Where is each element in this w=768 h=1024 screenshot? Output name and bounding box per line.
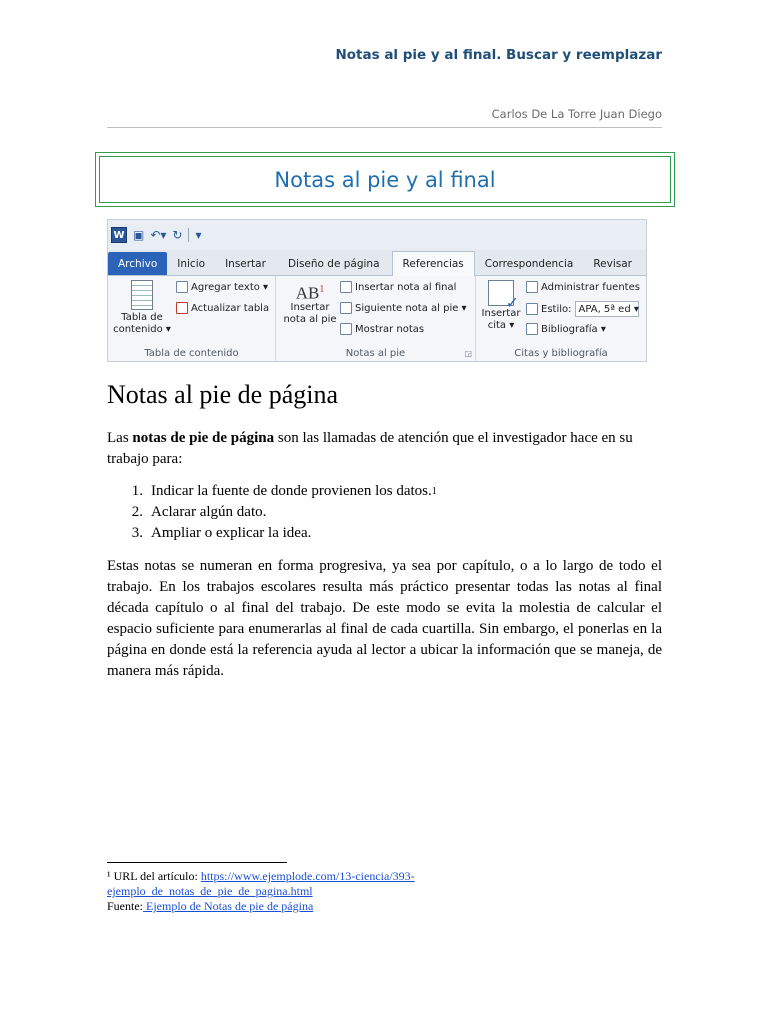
header-title: Notas al pie y al final. Buscar y reemplazar (335, 47, 662, 63)
tab-diseno-pagina[interactable]: Diseño de página (287, 258, 380, 270)
group-label-footnotes: Notas al pie (345, 348, 406, 359)
toc-button-label-2: contenido ▾ (113, 324, 171, 335)
toc-button-label-1: Tabla de (121, 312, 163, 323)
footnote-icon-text: AB (295, 283, 320, 303)
table-of-contents-button[interactable] (112, 280, 172, 336)
intro-text-end: son las llamadas de atención que el investigador hace en su trabajo para: (107, 430, 633, 467)
list-number: 1. (131, 483, 143, 499)
manage-sources-button[interactable] (526, 281, 640, 293)
undo-icon[interactable]: ↶▾ (150, 228, 167, 242)
list-item (107, 502, 437, 523)
next-footnote-button[interactable] (340, 302, 467, 314)
insert-footnote-label-1: Insertar (290, 301, 330, 313)
section-title: Notas al pie y al final (274, 167, 496, 192)
ribbon-tabs (108, 250, 646, 276)
list-number: 2. (131, 504, 143, 520)
tab-revisar[interactable]: Revisar (593, 258, 632, 270)
update-table-icon (176, 302, 188, 314)
tab-correspondencia[interactable]: Correspondencia (484, 258, 574, 270)
dialog-launcher-icon[interactable]: ◲ (464, 349, 472, 358)
insert-endnote-icon (340, 281, 352, 293)
footnote-reference[interactable]: 1 (431, 486, 437, 497)
header-author: Carlos De La Torre Juan Diego (491, 107, 662, 121)
footnote (107, 869, 447, 914)
footnote-marker: ¹ (107, 869, 111, 883)
group-label-toc: Tabla de contenido (144, 348, 239, 359)
group-label-citations: Citas y bibliografía (514, 348, 608, 359)
list-text: Indicar la fuente de donde provienen los datos. (151, 483, 432, 499)
footnote-ab-icon (280, 283, 340, 303)
footnote-source-line (107, 899, 447, 914)
save-icon[interactable]: ▣ (133, 228, 145, 242)
style-label: Estilo: (541, 303, 572, 315)
footnote-url-link[interactable]: https://www.ejemplode.com/13-ciencia/393- (200, 869, 415, 883)
ribbon-groups (108, 276, 646, 361)
insert-endnote-button[interactable] (340, 281, 456, 293)
intro-bold-term: notas de pie de página (132, 430, 275, 446)
style-dropdown[interactable]: APA, 5ª ed ▾ (575, 301, 639, 317)
insert-citation-label-1: Insertar (481, 308, 521, 319)
next-footnote-icon (340, 302, 352, 314)
list-item (107, 523, 437, 544)
quick-access-toolbar (108, 220, 646, 250)
intro-text-start: Las (107, 430, 133, 446)
footnote-url-label: URL del artículo: (110, 869, 201, 883)
bibliography-label: Bibliografía ▾ (541, 323, 606, 335)
show-notes-icon (340, 323, 352, 335)
footnote-source-link[interactable]: Ejemplo de Notas de pie de página (143, 899, 314, 913)
add-text-icon (176, 281, 188, 293)
footnote-url-line (107, 869, 447, 884)
tab-inicio[interactable]: Inicio (177, 258, 206, 270)
title-box-inner (99, 156, 671, 203)
insert-footnote-button[interactable] (280, 284, 340, 326)
style-icon (526, 303, 538, 315)
tab-referencias[interactable]: Referencias (392, 251, 475, 276)
add-text-button[interactable] (176, 281, 268, 293)
list-item (107, 481, 437, 502)
style-control (526, 301, 639, 317)
footnote-url-line-2 (107, 884, 447, 899)
group-citations (476, 276, 646, 361)
insert-citation-icon (488, 280, 514, 306)
redo-icon[interactable]: ↻ (172, 228, 183, 242)
show-notes-label: Mostrar notas (355, 323, 425, 335)
body-paragraph: Estas notas se numeran en forma progresiva, ya sea por capítulo, o a lo largo de todo el trabajo. En los trabajos escolares resulta más práctico presentar todas las notas al final década capítulo o al final del trabajo. De este modo se evita la molestia de calcular el espacio suficiente para enumerarlas al final de cada cuartilla. Sin embargo, el ponerlas en la página en donde está la referencia ayuda al lector a ubicar la información que se maneja, de manera más rápida. (107, 558, 662, 679)
update-table-button[interactable] (176, 302, 269, 314)
group-footnotes (276, 276, 476, 361)
footnote-icon-sup: 1 (319, 284, 325, 295)
list-number: 3. (131, 525, 143, 541)
bibliography-button[interactable] (526, 323, 606, 335)
insert-citation-button[interactable] (478, 280, 524, 332)
intro-paragraph (107, 428, 662, 470)
group-table-of-contents (108, 276, 276, 361)
list-text: Ampliar o explicar la idea. (151, 525, 312, 541)
toolbar-separator (188, 228, 189, 242)
update-table-label: Actualizar tabla (191, 302, 270, 314)
header-divider (107, 127, 662, 128)
show-notes-button[interactable] (340, 323, 424, 335)
bibliography-icon (526, 323, 538, 335)
title-box (95, 152, 675, 207)
table-of-contents-icon (131, 280, 153, 310)
word-app-icon[interactable]: W (111, 227, 127, 243)
tab-archivo[interactable]: Archivo (108, 252, 167, 275)
manage-sources-label: Administrar fuentes (541, 281, 640, 293)
word-ribbon (107, 219, 647, 362)
footnote-separator (107, 862, 287, 863)
purpose-list (107, 481, 437, 544)
list-text: Aclarar algún dato. (151, 504, 267, 520)
page-heading: Notas al pie de página (107, 380, 339, 409)
insert-footnote-label-2: nota al pie (283, 313, 337, 325)
tab-insertar[interactable]: Insertar (225, 258, 266, 270)
next-footnote-label: Siguiente nota al pie ▾ (355, 302, 467, 314)
insert-endnote-label: Insertar nota al final (355, 281, 457, 293)
footnote-source-label: Fuente: (107, 899, 143, 913)
add-text-label: Agregar texto ▾ (191, 281, 269, 293)
manage-sources-icon (526, 281, 538, 293)
insert-citation-label-2: cita ▾ (487, 320, 515, 331)
footnote-url-link-continued[interactable]: ejemplo_de_notas_de_pie_de_pagina.html (107, 884, 313, 898)
customize-toolbar-icon[interactable]: ▾ (195, 228, 202, 242)
